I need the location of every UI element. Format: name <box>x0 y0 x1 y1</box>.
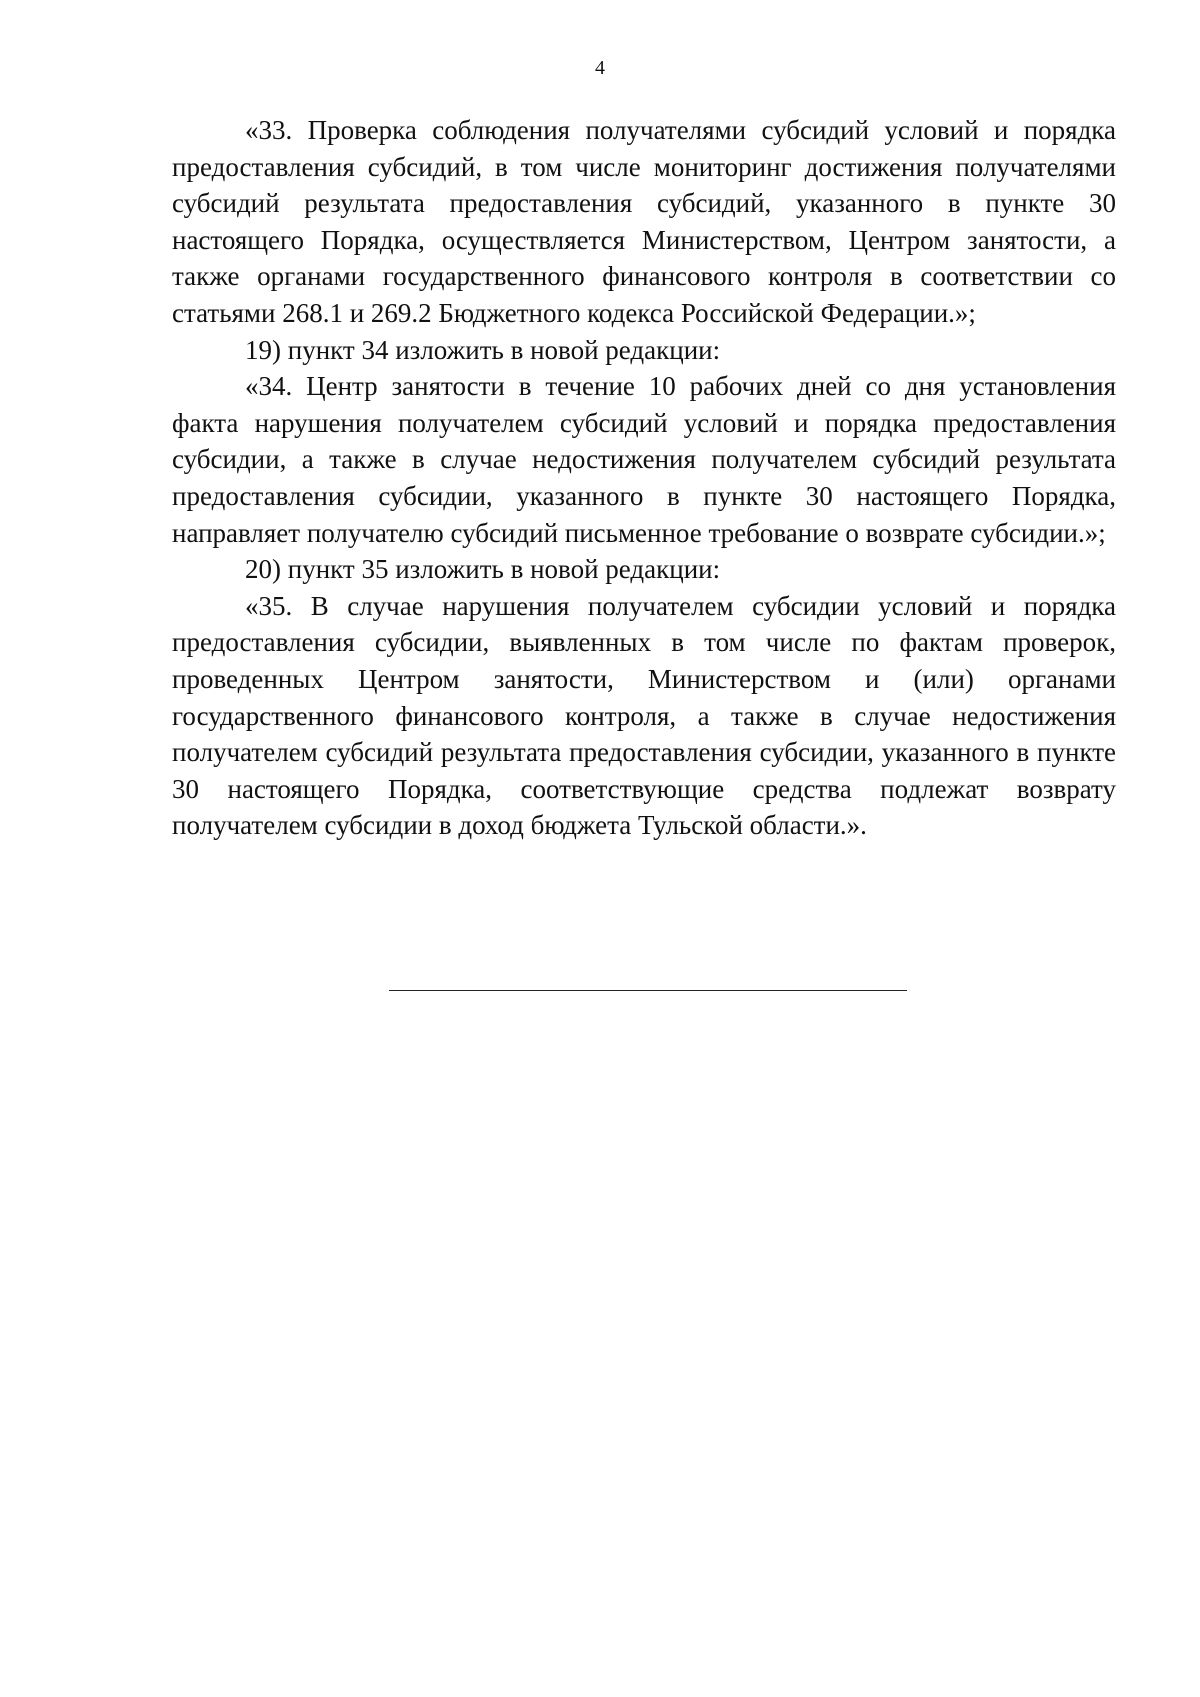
amendment-instruction-34: 19) пункт 34 изложить в новой редакции: <box>245 334 721 365</box>
paragraph-item-34: «34. Центр занятости в течение 10 рабочих дней со дня установления факта нарушения получателем субсидий условий и порядка предоставления субсидии, а также в случае недостижения получателем субсидий результата предоставления субсидии, указанного в пункте 30 настоящего Порядка, направляет получателю субсидий письменное требование о возврате субсидии.»; <box>172 371 1116 548</box>
end-of-document-divider <box>389 990 907 991</box>
paragraph-item-33: «33. Проверка соблюдения получателями субсидий условий и порядка предоставления субсидий, в том числе мониторинг достижения получателями субсидий результата предоставления субсидий, указанного в пункте 30 настоящего Порядка, осуществляется Министерством, Центром занятости, а также органами государственного финансового контроля в соответствии со статьями 268.1 и 269.2 Бюджетного кодекса Российской Федерации.»; <box>172 115 1116 328</box>
document-body <box>172 112 1116 844</box>
page-number: 4 <box>595 57 605 79</box>
paragraph-item-35: «35. В случае нарушения получателем субсидии условий и порядка предоставления субсидии, выявленных в том числе по фактам проверок, проведенных Центром занятости, Министерством и (или) органами государственного финансового контроля, а также в случае недостижения получателем субсидий результата предоставления субсидии, указанного в пункте 30 настоящего Порядка, соответствующие средства подлежат возврату получателем субсидии в доход бюджета Тульской области.». <box>172 590 1116 841</box>
amendment-instruction-35: 20) пункт 35 изложить в новой редакции: <box>245 554 721 585</box>
